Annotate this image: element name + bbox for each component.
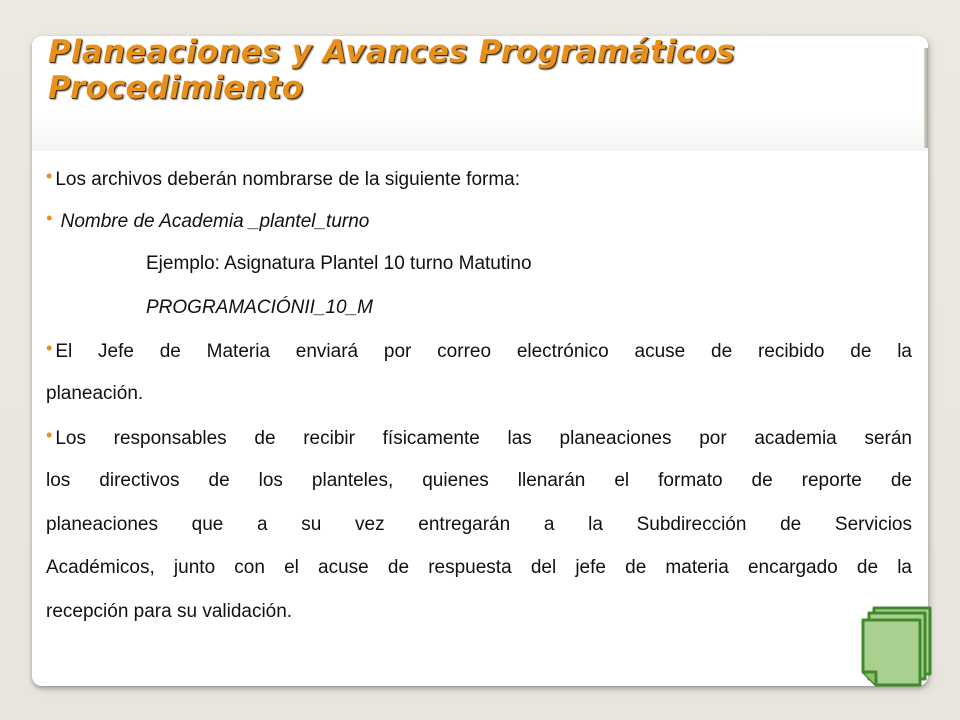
bullet-text: Los archivos deberán nombrarse de la siguiente forma: <box>55 169 521 190</box>
header-edge-decoration <box>924 48 928 148</box>
bullet-continuation: los directivos de los planteles, quienes llenarán el formato de reporte de <box>46 470 912 491</box>
example-value: PROGRAMACIÓNII_10_M <box>146 297 373 318</box>
page-title <box>48 34 735 106</box>
example-label: Ejemplo: Asignatura Plantel 10 turno Matutino <box>146 253 532 274</box>
bullet-dot-icon: • <box>46 338 53 358</box>
bullet-text: Los responsables de recibir físicamente las planeaciones por academia serán <box>55 428 912 449</box>
bullet-continuation: Académicos, junto con el acuse de respuesta del jefe de materia encargado de la <box>46 557 912 578</box>
bullet-continuation: recepción para su validación. <box>46 601 293 622</box>
title-line-1: Planeaciones y Avances Programáticos <box>48 34 735 70</box>
list-item <box>46 206 369 236</box>
title-line-2: Procedimiento <box>48 70 304 106</box>
bullet-continuation: planeación. <box>46 383 144 404</box>
list-item <box>46 336 912 366</box>
bullet-text: Nombre de Academia _plantel_turno <box>55 211 370 232</box>
bullet-dot-icon: • <box>46 425 53 445</box>
bullet-continuation: planeaciones que a su vez entregarán a la Subdirección de Servicios <box>46 514 912 535</box>
bullet-text: El Jefe de Materia enviará por correo electrónico acuse de recibido de la <box>55 341 912 362</box>
bullet-dot-icon: • <box>46 166 53 186</box>
documents-icon <box>858 604 936 688</box>
list-item <box>46 423 912 453</box>
bullet-dot-icon: • <box>46 208 53 228</box>
list-item <box>46 164 520 194</box>
